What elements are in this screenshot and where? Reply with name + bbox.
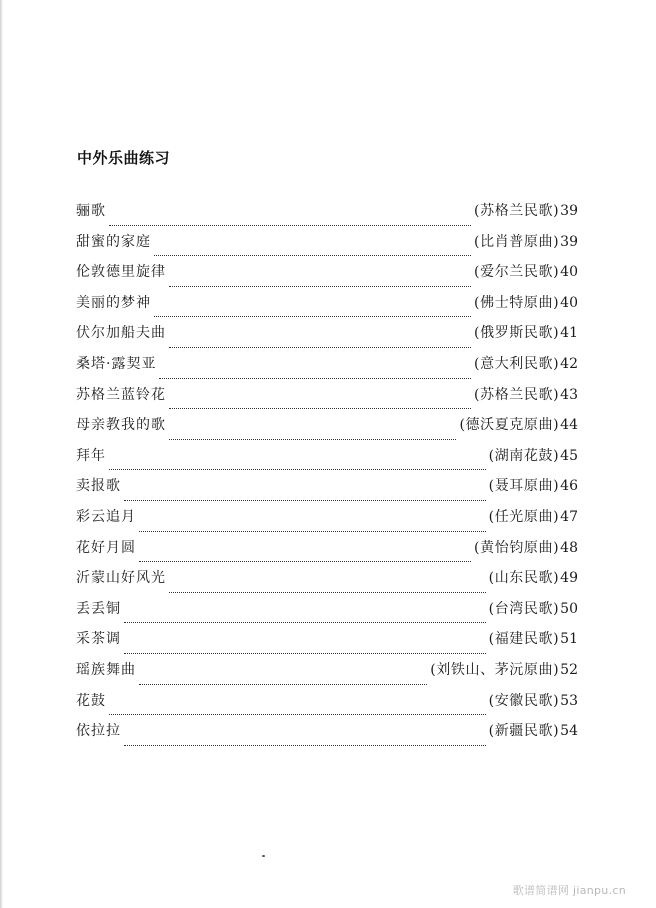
toc-entry-page-number: 42 bbox=[560, 355, 578, 372]
toc-entry-title: 美丽的梦神 bbox=[76, 294, 151, 311]
toc-entry-page-number: 49 bbox=[560, 570, 578, 587]
toc-entry bbox=[76, 386, 578, 417]
toc-entry-page-number: 47 bbox=[560, 508, 578, 525]
toc-entry-source: (苏格兰民歌) bbox=[474, 386, 560, 403]
toc-entry-source: (新疆民歌) bbox=[488, 723, 560, 740]
toc-entry bbox=[76, 508, 578, 539]
toc-entry-title: 桑塔·露契亚 bbox=[76, 355, 157, 372]
toc-entry bbox=[76, 263, 578, 294]
dot-leader bbox=[159, 367, 471, 379]
toc-entry-title: 花鼓 bbox=[76, 692, 106, 709]
dot-leader bbox=[109, 703, 486, 715]
toc-entry-title: 沂蒙山好风光 bbox=[76, 570, 166, 587]
dot-leader bbox=[124, 611, 486, 623]
toc-entry-title: 苏格兰蓝铃花 bbox=[76, 386, 166, 403]
dot-leader bbox=[169, 581, 486, 593]
toc-entry-source: (苏格兰民歌) bbox=[474, 203, 560, 219]
toc-entry bbox=[76, 355, 578, 386]
toc-entry bbox=[76, 630, 578, 661]
toc-entry-title: 丢丢铜 bbox=[76, 600, 121, 617]
toc-entry bbox=[76, 539, 578, 570]
watermark-text: 歌谱简谱网 jianpu.cn bbox=[512, 884, 626, 897]
toc-entry-source: (台湾民歌) bbox=[488, 600, 560, 617]
toc-entry-source: (比肖普原曲) bbox=[474, 233, 560, 250]
toc-entry bbox=[76, 600, 578, 631]
toc-entry-source: (安徽民歌) bbox=[488, 692, 560, 709]
toc-entry-source: (爱尔兰民歌) bbox=[474, 264, 560, 281]
toc-entry bbox=[76, 692, 578, 723]
toc-entry-page-number: 52 bbox=[560, 661, 578, 678]
toc-entry-title: 瑶族舞曲 bbox=[76, 661, 136, 678]
section-heading: 中外乐曲练习 bbox=[77, 149, 171, 167]
toc-entry-source: (刘铁山、茅沅原曲) bbox=[430, 661, 560, 678]
toc-entry-title: 拜年 bbox=[76, 447, 106, 464]
toc-entry bbox=[76, 722, 578, 753]
toc-entry-title: 母亲教我的歌 bbox=[76, 417, 166, 434]
toc-entry-page-number: 48 bbox=[560, 539, 578, 556]
toc-entry bbox=[76, 477, 578, 508]
toc-entry-page-number: 45 bbox=[560, 447, 578, 464]
toc-entry-source: (俄罗斯民歌) bbox=[474, 325, 560, 342]
toc-entry-page-number: 40 bbox=[560, 294, 578, 311]
toc-entry-page-number: 43 bbox=[560, 386, 578, 403]
toc-entry-page-number: 39 bbox=[560, 203, 578, 219]
toc-entry-title: 伏尔加船夫曲 bbox=[76, 325, 166, 342]
scan-speck bbox=[262, 855, 265, 857]
toc-entry-source: (湖南花鼓) bbox=[488, 447, 560, 464]
toc-entry-title: 卖报歌 bbox=[76, 478, 121, 495]
dot-leader bbox=[169, 397, 471, 409]
toc-entry-title: 伦敦德里旋律 bbox=[76, 264, 166, 281]
toc-entry-source: (山东民歌) bbox=[488, 570, 560, 587]
page-edge-shadow bbox=[0, 0, 3, 908]
toc-entry-source: (佛士特原曲) bbox=[474, 294, 560, 311]
dot-leader bbox=[124, 734, 486, 746]
toc-entry-title: 花好月圆 bbox=[76, 539, 136, 556]
toc-entry-title: 彩云追月 bbox=[76, 508, 136, 525]
toc-entry-title: 骊歌 bbox=[76, 203, 106, 219]
dot-leader bbox=[169, 275, 471, 287]
toc-entry-title: 采茶调 bbox=[76, 631, 121, 648]
toc-entry-page-number: 46 bbox=[560, 478, 578, 495]
dot-leader bbox=[109, 214, 471, 226]
toc-entry-source: (聂耳原曲) bbox=[488, 478, 560, 495]
dot-leader bbox=[154, 244, 471, 256]
toc-entry-page-number: 50 bbox=[560, 600, 578, 617]
dot-leader bbox=[154, 305, 471, 317]
toc-entry bbox=[76, 233, 578, 264]
toc-entry-source: (任光原曲) bbox=[488, 508, 560, 525]
toc-entry-page-number: 51 bbox=[560, 631, 578, 648]
dot-leader bbox=[169, 336, 471, 348]
toc-entry-title: 甜蜜的家庭 bbox=[76, 233, 151, 250]
toc-entry-page-number: 53 bbox=[560, 692, 578, 709]
toc-entry-page-number: 54 bbox=[560, 723, 578, 740]
toc-entry bbox=[76, 416, 578, 447]
toc-entry-source: (德沃夏克原曲) bbox=[459, 417, 560, 434]
toc-entry bbox=[76, 661, 578, 692]
toc-entry-page-number: 41 bbox=[560, 325, 578, 342]
toc-entry-source: (福建民歌) bbox=[488, 631, 560, 648]
toc-entry-page-number: 40 bbox=[560, 264, 578, 281]
toc-entry bbox=[76, 294, 578, 325]
dot-leader bbox=[169, 428, 456, 440]
dot-leader bbox=[139, 673, 427, 685]
toc-entry-source: (意大利民歌) bbox=[474, 355, 560, 372]
toc-entry bbox=[76, 202, 578, 233]
toc-entry-source: (黄怡钧原曲) bbox=[474, 539, 560, 556]
dot-leader bbox=[124, 642, 486, 654]
toc-entry-page-number: 44 bbox=[560, 417, 578, 434]
dot-leader bbox=[139, 550, 471, 562]
toc-entry bbox=[76, 324, 578, 355]
toc-entry bbox=[76, 447, 578, 478]
dot-leader bbox=[109, 458, 486, 470]
table-of-contents bbox=[76, 202, 578, 753]
toc-entry bbox=[76, 569, 578, 600]
dot-leader bbox=[139, 520, 486, 532]
dot-leader bbox=[124, 489, 486, 501]
toc-entry-page-number: 39 bbox=[560, 233, 578, 250]
toc-entry-title: 依拉拉 bbox=[76, 723, 121, 740]
